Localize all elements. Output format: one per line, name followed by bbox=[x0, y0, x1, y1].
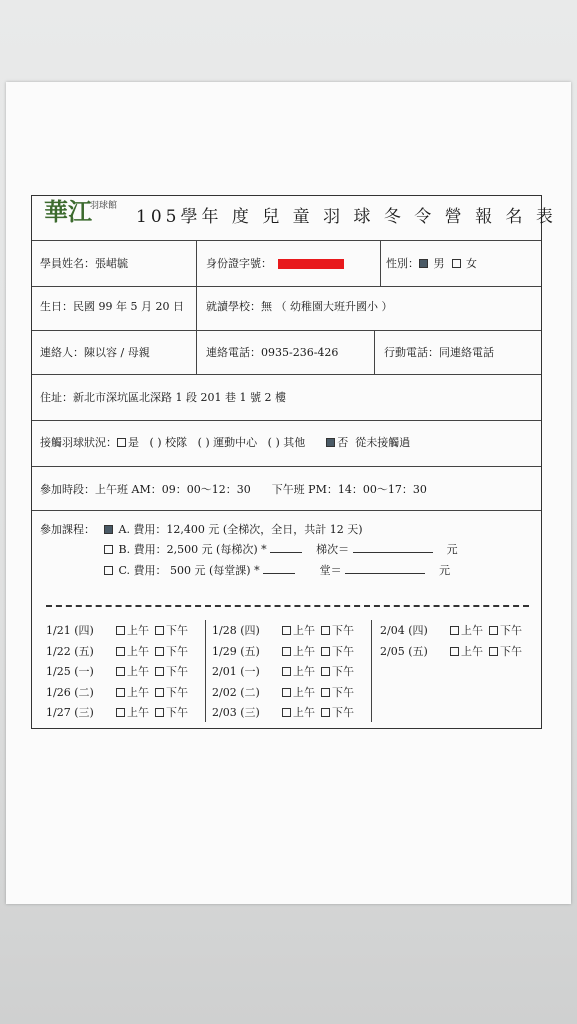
schedule-date: 1/22 (五) bbox=[46, 644, 94, 658]
session-label-pm: 下午 bbox=[332, 706, 354, 719]
session-label-am: 上午 bbox=[127, 685, 149, 699]
session-time bbox=[40, 483, 427, 497]
session-label-am: 上午 bbox=[293, 685, 315, 699]
session-label-pm: 下午 bbox=[166, 624, 188, 637]
session-label-am: 上午 bbox=[293, 624, 315, 637]
mobile-phone: 行動電話：同連絡電話 bbox=[384, 346, 494, 359]
am-session: 上午班 AM：09：00～12：30 bbox=[95, 483, 251, 496]
schedule-date: 2/03 (三) bbox=[212, 706, 260, 719]
school: 就讀學校：無 （ 幼稚園大班升國小 ） bbox=[206, 300, 393, 313]
schedule-row bbox=[46, 643, 194, 659]
session-label-am: 上午 bbox=[127, 665, 149, 678]
schedule-row bbox=[380, 622, 528, 638]
schedule-row bbox=[212, 704, 360, 720]
session-label-am: 上午 bbox=[127, 706, 149, 719]
logo: 華江 bbox=[44, 197, 92, 226]
session-label-pm: 下午 bbox=[166, 706, 188, 719]
schedule-date: 1/21 (四) bbox=[46, 624, 94, 637]
redacted-id bbox=[278, 259, 344, 269]
other-option: ( ) 其他 bbox=[267, 436, 306, 449]
session-checkbox-pm bbox=[321, 688, 330, 697]
session-checkbox-pm bbox=[321, 626, 330, 635]
session-label-pm: 下午 bbox=[332, 644, 354, 658]
experience-label: 接觸羽球狀況： bbox=[40, 436, 117, 449]
session-label: 參加時段： bbox=[40, 483, 95, 496]
session-label-pm: 下午 bbox=[166, 644, 188, 658]
schedule-date: 2/04 (四) bbox=[380, 624, 428, 637]
session-label-am: 上午 bbox=[461, 624, 483, 637]
session-label-am: 上午 bbox=[293, 706, 315, 719]
session-checkbox-am bbox=[116, 688, 125, 697]
contact-person: 連絡人：陳以容 / 母親 bbox=[40, 346, 150, 359]
schedule-date: 1/27 (三) bbox=[46, 706, 94, 719]
schedule-date: 1/25 (一) bbox=[46, 665, 94, 678]
course-label: 參加課程： bbox=[40, 523, 95, 536]
session-label-am: 上午 bbox=[127, 644, 149, 658]
no-checkbox bbox=[326, 438, 335, 447]
gender-label: 性別： bbox=[386, 257, 419, 270]
session-checkbox-am bbox=[116, 626, 125, 635]
session-label-pm: 下午 bbox=[332, 665, 354, 678]
address: 住址：新北市深坑區北深路 1 段 201 巷 1 號 2 樓 bbox=[40, 391, 286, 404]
badminton-experience bbox=[40, 436, 410, 450]
school-team-option: ( ) 校隊 bbox=[149, 436, 188, 449]
session-label-pm: 下午 bbox=[166, 665, 188, 678]
birthday: 生日：民國 99 年 5 月 20 日 bbox=[40, 300, 184, 313]
session-checkbox-am bbox=[282, 688, 291, 697]
option-b-mid: 梯次＝ bbox=[316, 543, 350, 556]
session-checkbox-am bbox=[116, 667, 125, 676]
session-checkbox-pm bbox=[489, 647, 498, 656]
option-c-checkbox bbox=[104, 566, 113, 575]
session-checkbox-am bbox=[450, 647, 459, 656]
schedule-date: 2/01 (一) bbox=[212, 665, 260, 678]
session-checkbox-pm bbox=[155, 647, 164, 656]
session-checkbox-pm bbox=[155, 667, 164, 676]
option-c bbox=[104, 564, 450, 578]
schedule-row bbox=[212, 684, 360, 700]
session-label-pm: 下午 bbox=[500, 644, 522, 658]
dashed-divider bbox=[46, 605, 529, 607]
session-checkbox-pm bbox=[321, 647, 330, 656]
yes-checkbox bbox=[117, 438, 126, 447]
schedule-date: 1/26 (二) bbox=[46, 685, 94, 699]
option-a bbox=[104, 523, 363, 537]
session-label-am: 上午 bbox=[127, 624, 149, 637]
option-c-text: C. 費用： 500 元 (每堂課) * bbox=[118, 564, 260, 577]
no-label: 否 bbox=[337, 436, 349, 449]
option-b bbox=[104, 543, 458, 557]
session-label-am: 上午 bbox=[293, 665, 315, 678]
schedule-row bbox=[46, 704, 194, 720]
schedule-row bbox=[46, 663, 194, 679]
session-checkbox-pm bbox=[489, 626, 498, 635]
logo-subtitle: 羽球館 bbox=[90, 201, 118, 211]
contact-phone: 連絡電話：0935-236-426 bbox=[206, 346, 339, 359]
schedule-row bbox=[212, 622, 360, 638]
schedule-date: 1/28 (四) bbox=[212, 624, 260, 637]
male-label: 男 bbox=[433, 257, 445, 270]
schedule-row bbox=[212, 643, 360, 659]
option-b-unit: 元 bbox=[446, 543, 458, 556]
female-label: 女 bbox=[466, 257, 477, 270]
session-checkbox-am bbox=[116, 708, 125, 717]
never-label: 從未接觸過 bbox=[355, 436, 411, 449]
session-checkbox-pm bbox=[321, 667, 330, 676]
registration-form bbox=[31, 195, 557, 729]
male-checkbox bbox=[419, 259, 428, 268]
schedule-date: 2/05 (五) bbox=[380, 644, 428, 658]
sports-center-option: ( ) 運動中心 bbox=[197, 436, 258, 449]
session-checkbox-pm bbox=[321, 708, 330, 717]
student-name: 學員姓名：張峮毓 bbox=[40, 257, 128, 270]
option-c-unit: 元 bbox=[439, 564, 451, 577]
session-checkbox-am bbox=[282, 647, 291, 656]
schedule-date: 2/02 (二) bbox=[212, 685, 260, 699]
session-label-pm: 下午 bbox=[166, 685, 188, 699]
id-label: 身份證字號： bbox=[206, 257, 272, 270]
yes-label: 是 bbox=[128, 436, 139, 449]
form-title: 105學年 度 兒 童 羽 球 冬 令 營 報 名 表 bbox=[136, 207, 557, 227]
session-label-am: 上午 bbox=[293, 644, 315, 658]
session-checkbox-am bbox=[450, 626, 459, 635]
session-label-pm: 下午 bbox=[500, 624, 522, 637]
pm-session: 下午班 PM：14：00～17：30 bbox=[271, 483, 427, 496]
session-checkbox-pm bbox=[155, 688, 164, 697]
option-b-checkbox bbox=[104, 545, 113, 554]
schedule-row bbox=[212, 663, 360, 679]
option-c-mid: 堂＝ bbox=[319, 564, 342, 577]
session-checkbox-am bbox=[282, 667, 291, 676]
session-checkbox-pm bbox=[155, 626, 164, 635]
session-checkbox-am bbox=[116, 647, 125, 656]
schedule-date: 1/29 (五) bbox=[212, 644, 260, 658]
schedule-row bbox=[380, 643, 528, 659]
schedule-row bbox=[46, 622, 194, 638]
schedule-row bbox=[46, 684, 194, 700]
female-checkbox bbox=[452, 259, 461, 268]
session-label-pm: 下午 bbox=[332, 624, 354, 637]
option-a-text: A. 費用：12,400 元 (全梯次，全日，共計 12 天) bbox=[118, 523, 363, 536]
session-checkbox-am bbox=[282, 708, 291, 717]
session-checkbox-am bbox=[282, 626, 291, 635]
session-label-pm: 下午 bbox=[332, 685, 354, 699]
gender-field bbox=[386, 257, 477, 271]
session-label-am: 上午 bbox=[461, 644, 483, 658]
session-checkbox-pm bbox=[155, 708, 164, 717]
option-b-text: B. 費用：2,500 元 (每梯次) * bbox=[118, 543, 267, 556]
option-a-checkbox bbox=[104, 525, 113, 534]
